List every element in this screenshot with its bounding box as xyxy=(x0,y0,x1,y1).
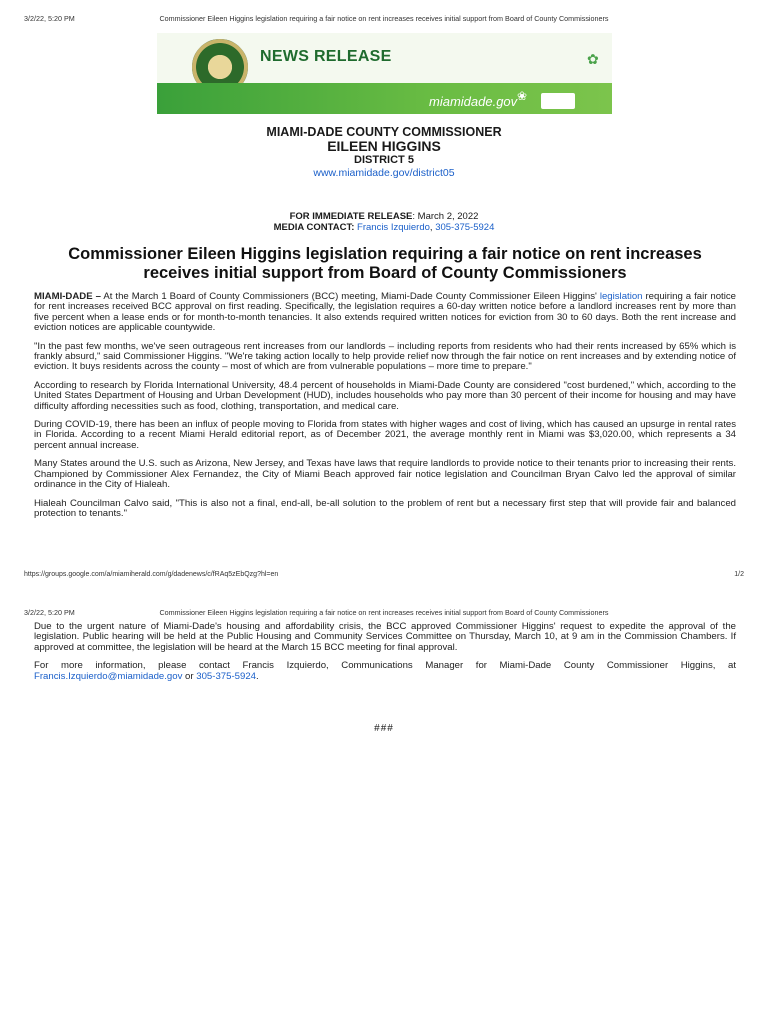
paragraph-8-text-end: . xyxy=(256,670,259,682)
print-timestamp: 3/2/22, 5:20 PM xyxy=(24,14,75,23)
print-title: Commissioner Eileen Higgins legislation requiring a fair notice on rent increases receives initial support from Board of County Commissioners xyxy=(159,14,609,23)
media-contact-label: MEDIA CONTACT: xyxy=(273,222,355,233)
article-body-page1 xyxy=(34,292,736,527)
paragraph-3: According to research by Florida International University, 48.4 percent of households in Miami-Dade County are considered "cost burdened," which, according to the United States Department of Housing and Urban Development (HUD), includes households who pay more than 30 percent of their income for housing and may have difficulty affording necessities such as food, clothing, transportation, and medical care. xyxy=(34,379,736,412)
county-logo-icon xyxy=(541,93,575,109)
email-link[interactable]: Francis.Izquierdo@miamidade.gov xyxy=(34,670,183,682)
headline: Commissioner Eileen Higgins legislation requiring a fair notice on rent increases receives initial support from Board of County Commissioners xyxy=(68,245,702,282)
dateline: MIAMI-DADE – xyxy=(34,291,101,302)
page-number: 1/2 xyxy=(734,571,744,578)
paragraph-8-text-a: For more information, please contact Francis Izquierdo, Communications Manager for Miami-Dade County Commissioner Higgins, at xyxy=(34,660,736,672)
palm-icon: ❀ xyxy=(517,89,528,103)
legislation-link[interactable]: legislation xyxy=(599,291,643,302)
paragraph-5: Many States around the U.S. such as Arizona, New Jersey, and Texas have laws that require landlords to provide notice to their tenants prior to increasing their rents. Championed by Commissioner Alex Fernandez, the City of Miami Beach approved fair notice legislation and Councilman Bryan Calvo led the approval of similar ordinance in the City of Hialeah. xyxy=(34,458,736,491)
paragraph-2: "In the past few months, we've seen outrageous rent increases from our landlords – including reports from residents who had their rents increased by 65% which is frankly absurd," said Commissioner Higgins. "We're taking action locally to help provide relief now through the fair notice on rent increases and by extending notice of eviction. It buys residents across the county – most of which are from vulnerable populations – more time to prepare." xyxy=(34,340,736,373)
district-url-link[interactable]: www.miamidade.gov/district05 xyxy=(313,167,455,179)
news-release-banner xyxy=(157,33,612,114)
paragraph-1-text-a: At the March 1 Board of County Commissioners (BCC) meeting, Miami-Dade County Commissioner Eileen Higgins' xyxy=(100,291,600,302)
media-contact-name-link[interactable]: Francis Izquierdo xyxy=(357,222,430,233)
commissioner-name: EILEEN HIGGINS xyxy=(327,138,441,154)
masthead-title: MIAMI-DADE COUNTY COMMISSIONER xyxy=(266,125,502,139)
banner-heading: NEWS RELEASE xyxy=(260,48,392,65)
media-contact-phone-link[interactable]: 305-375-5924 xyxy=(435,222,495,233)
paragraph-6: Hialeah Councilman Calvo said, "This is also not a final, end-all, be-all solution to the problem of rent but a necessary first step that will provide fair and balanced protection to tenants." xyxy=(34,497,736,519)
release-date: : March 2, 2022 xyxy=(412,211,479,222)
phone-link[interactable]: 305-375-5924 xyxy=(196,670,257,682)
contact-separator: , xyxy=(429,222,436,233)
paragraph-8 xyxy=(34,661,736,682)
paragraph-1 xyxy=(34,292,736,334)
end-mark: ### xyxy=(374,723,394,734)
print-timestamp-page2: 3/2/22, 5:20 PM xyxy=(24,608,75,617)
print-title-page2: Commissioner Eileen Higgins legislation requiring a fair notice on rent increases receives initial support from Board of County Commissioners xyxy=(159,608,609,617)
paragraph-1-text-b: requiring a fair notice for rent increases received BCC approval on first reading. Specifically, the legislation requires a 60-day written notice before a landlord increases rent by more than five percent when a lease ends or for month-to-month tenancies. It also extends required written notices for eviction from 30 to 60 days. Both the rent increase and eviction notices are applicable countywide. xyxy=(34,291,736,334)
paragraph-8-text-mid: or xyxy=(182,670,197,682)
paragraph-7: Due to the urgent nature of Miami-Dade's housing and affordability crisis, the BCC approved Commissioner Higgins' request to expedite the approval of the legislation. Public hearing will be held at the Public Housing and Community Services Committee on Thursday, March 10, at 9 am in the Commission Chambers. If approved at committee, the legislation will be heard at the March 15 BCC meeting for final approval. xyxy=(34,621,736,653)
release-info xyxy=(0,211,768,233)
release-label: FOR IMMEDIATE RELEASE xyxy=(289,211,413,222)
banner-site: miamidade.gov xyxy=(429,94,518,109)
footer-url: https://groups.google.com/a/miamiherald.com/g/dadenews/c/fRAq5zEbQzg?hl=en xyxy=(24,571,279,578)
paragraph-4: During COVID-19, there has been an influx of people moving to Florida from states with higher wages and cost of living, which has caused an upsurge in rental rates in Florida. According to a recent Miami Herald editorial report, as of December 2021, the average monthly rent in Miami was $3,020.00, which represents a 34 percent annual increase. xyxy=(34,419,736,451)
article-body-page2 xyxy=(34,622,736,690)
district-label: DISTRICT 5 xyxy=(354,154,414,166)
leaf-icon: ✿ xyxy=(587,51,599,67)
